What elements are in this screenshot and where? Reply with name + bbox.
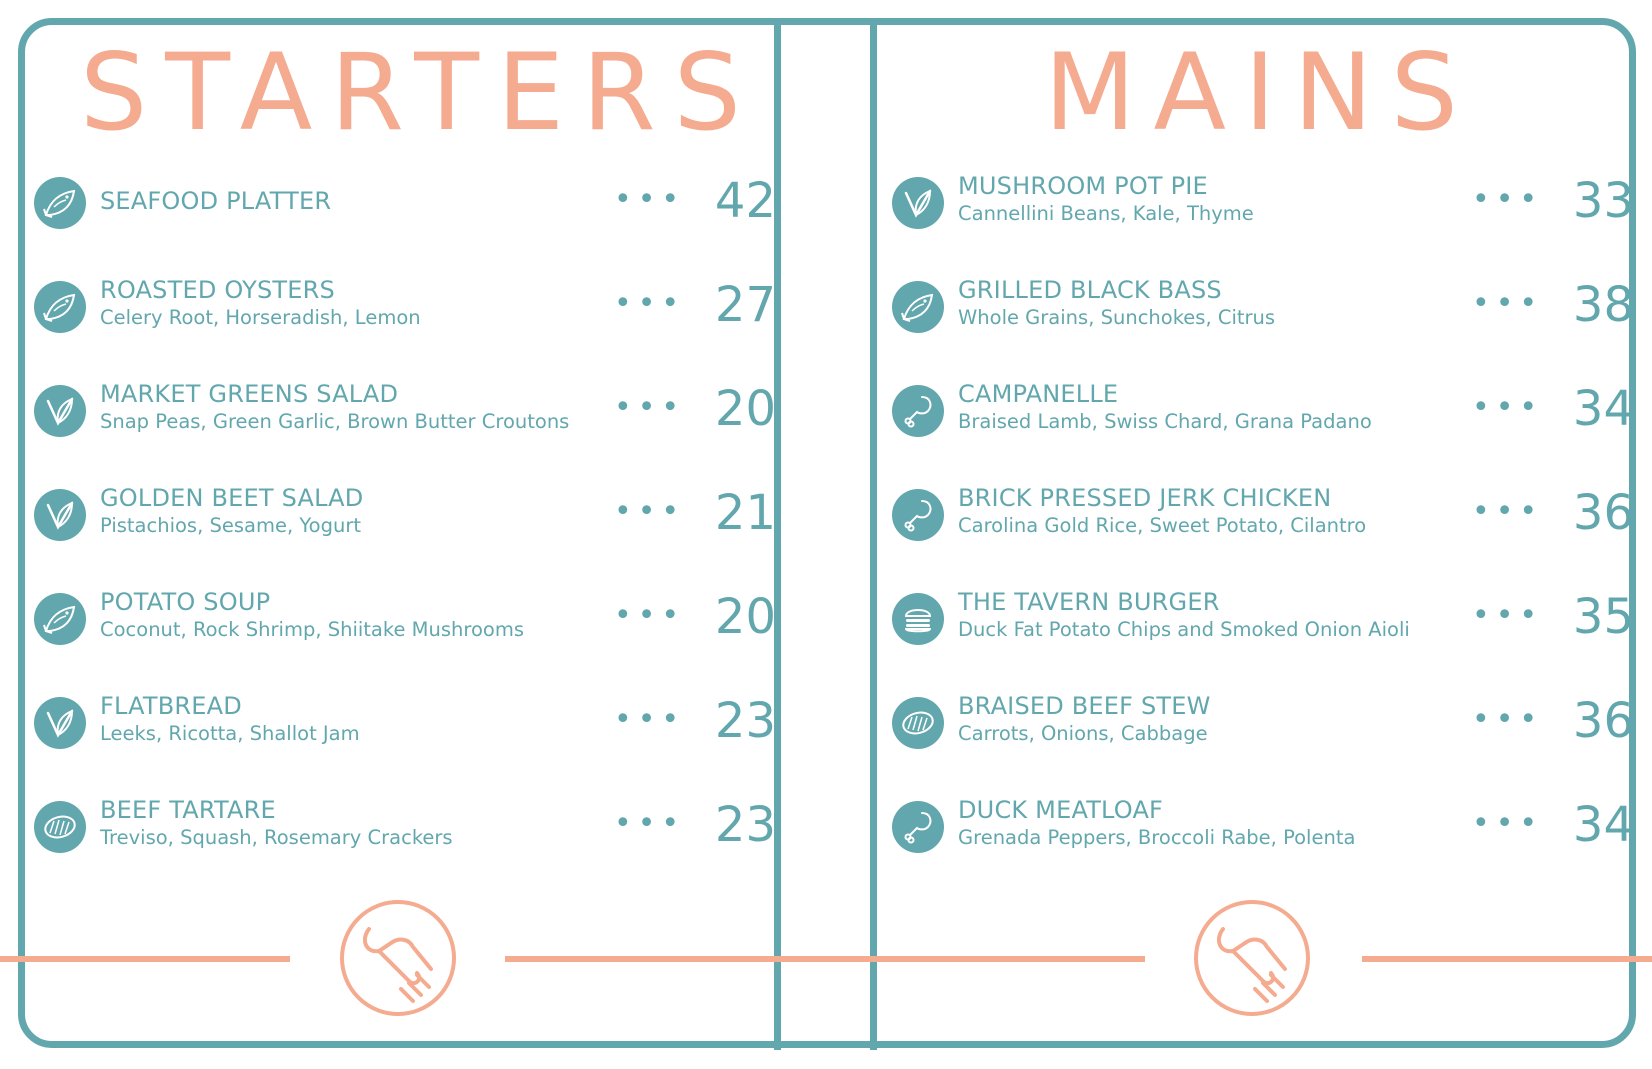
price-leader-dots: ••• (1472, 286, 1544, 321)
item-name: MARKET GREENS SALAD (100, 380, 399, 408)
item-price: 20 (714, 589, 776, 645)
item-name: BRAISED BEEF STEW (958, 692, 1211, 720)
fish-icon (34, 281, 86, 333)
drumstick-icon (892, 801, 944, 853)
menu-item (34, 571, 794, 667)
menu-item (892, 675, 1652, 771)
price-leader-dots: ••• (1472, 702, 1544, 737)
item-description: Cannellini Beans, Kale, Thyme (958, 202, 1254, 225)
menu-item (892, 467, 1652, 563)
item-description: Carrots, Onions, Cabbage (958, 722, 1208, 745)
item-name: BEEF TARTARE (100, 796, 276, 824)
item-name: MUSHROOM POT PIE (958, 172, 1208, 200)
vegetarian-leaf-icon (34, 385, 86, 437)
decor-line (0, 956, 290, 962)
handshake-icon (339, 899, 457, 1017)
item-price: 34 (1572, 797, 1634, 853)
menu-item (34, 259, 794, 355)
item-name: BRICK PRESSED JERK CHICKEN (958, 484, 1332, 512)
decor-line (1362, 956, 1652, 962)
price-leader-dots: ••• (1472, 494, 1544, 529)
item-name: SEAFOOD PLATTER (100, 187, 332, 215)
price-leader-dots: ••• (1472, 182, 1544, 217)
menu-item (34, 155, 794, 251)
item-name: GRILLED BLACK BASS (958, 276, 1222, 304)
item-price: 21 (714, 485, 776, 541)
item-description: Celery Root, Horseradish, Lemon (100, 306, 421, 329)
price-leader-dots: ••• (1472, 806, 1544, 841)
item-price: 36 (1572, 485, 1634, 541)
steak-icon (34, 801, 86, 853)
item-description: Duck Fat Potato Chips and Smoked Onion Aioli (958, 618, 1410, 641)
item-name: DUCK MEATLOAF (958, 796, 1164, 824)
item-description: Coconut, Rock Shrimp, Shiitake Mushrooms (100, 618, 524, 641)
vegetarian-leaf-icon (34, 489, 86, 541)
item-description: Pistachios, Sesame, Yogurt (100, 514, 362, 537)
item-price: 20 (714, 381, 776, 437)
mains-title: MAINS (1044, 31, 1476, 154)
price-leader-dots: ••• (614, 182, 686, 217)
item-name: POTATO SOUP (100, 588, 271, 616)
menu-item (34, 363, 794, 459)
starters-title: STARTERS (80, 31, 759, 154)
price-leader-dots: ••• (614, 702, 686, 737)
menu-item (892, 259, 1652, 355)
price-leader-dots: ••• (614, 390, 686, 425)
drumstick-icon (892, 489, 944, 541)
price-leader-dots: ••• (614, 806, 686, 841)
burger-icon (892, 593, 944, 645)
handshake-icon (1193, 899, 1311, 1017)
item-description: Braised Lamb, Swiss Chard, Grana Padano (958, 410, 1372, 433)
item-name: CAMPANELLE (958, 380, 1119, 408)
item-price: 38 (1572, 277, 1634, 333)
menu-item (34, 779, 794, 875)
item-name: ROASTED OYSTERS (100, 276, 335, 304)
menu-item (34, 467, 794, 563)
item-name: THE TAVERN BURGER (958, 588, 1220, 616)
drumstick-icon (892, 385, 944, 437)
steak-icon (892, 697, 944, 749)
fish-icon (34, 593, 86, 645)
item-price: 27 (714, 277, 776, 333)
item-price: 33 (1572, 173, 1634, 229)
item-description: Carolina Gold Rice, Sweet Potato, Cilantro (958, 514, 1367, 537)
price-leader-dots: ••• (1472, 390, 1544, 425)
price-leader-dots: ••• (614, 494, 686, 529)
menu-item (892, 363, 1652, 459)
menu-item (892, 779, 1652, 875)
item-price: 36 (1572, 693, 1634, 749)
price-leader-dots: ••• (614, 286, 686, 321)
menu-item (892, 155, 1652, 251)
price-leader-dots: ••• (614, 598, 686, 633)
vegetarian-leaf-icon (892, 177, 944, 229)
vegetarian-leaf-icon (34, 697, 86, 749)
item-price: 35 (1572, 589, 1634, 645)
item-description: Treviso, Squash, Rosemary Crackers (100, 826, 453, 849)
menu-item (34, 675, 794, 771)
decor-line (505, 956, 1145, 962)
item-price: 23 (714, 693, 776, 749)
item-description: Leeks, Ricotta, Shallot Jam (100, 722, 360, 745)
center-divider-right (870, 20, 877, 1050)
item-description: Snap Peas, Green Garlic, Brown Butter Croutons (100, 410, 570, 433)
item-price: 42 (714, 173, 776, 229)
item-description: Whole Grains, Sunchokes, Citrus (958, 306, 1276, 329)
price-leader-dots: ••• (1472, 598, 1544, 633)
fish-icon (892, 281, 944, 333)
item-price: 34 (1572, 381, 1634, 437)
fish-icon (34, 177, 86, 229)
menu-item (892, 571, 1652, 667)
item-description: Grenada Peppers, Broccoli Rabe, Polenta (958, 826, 1356, 849)
item-name: FLATBREAD (100, 692, 242, 720)
item-price: 23 (714, 797, 776, 853)
item-name: GOLDEN BEET SALAD (100, 484, 364, 512)
